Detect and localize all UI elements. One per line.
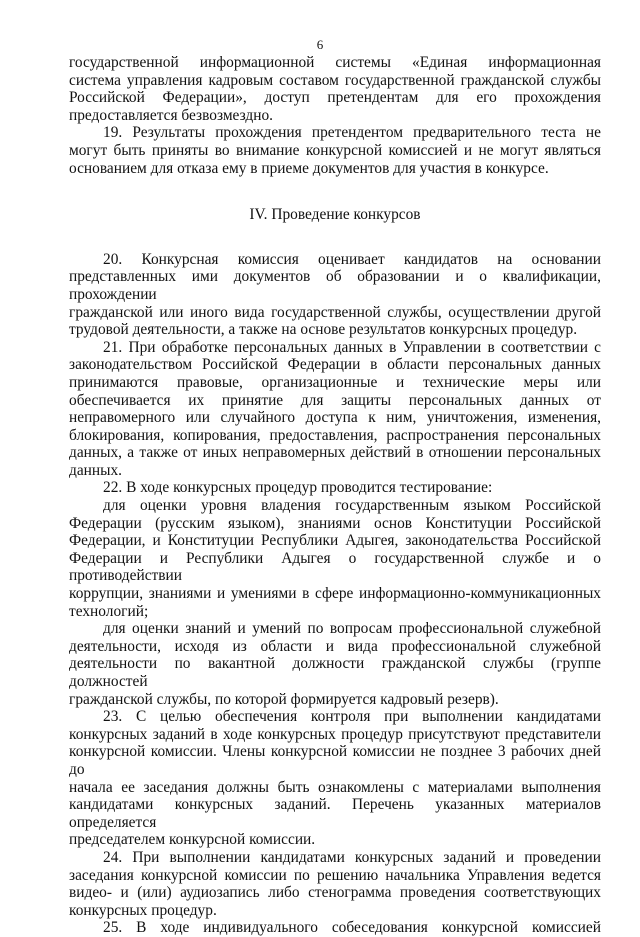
text-line: представленных ими документов об образовании и о квалификации, прохождении bbox=[69, 268, 601, 303]
text-line: блокирования, копирования, предоставления, распространения персональных bbox=[69, 426, 601, 444]
text-line: государственной информационной системы «Единая информационная bbox=[69, 54, 601, 71]
text-line: деятельности, исходя из области и вида профессиональной служебной bbox=[69, 637, 601, 655]
text-line: принимаются правовые, организационные и технические меры или bbox=[69, 373, 601, 391]
text-line: предоставляется безвозмездно. bbox=[69, 106, 273, 124]
text-line: 21. При обработке персональных данных в Управлении в соответствии с bbox=[103, 338, 601, 356]
text-line: конкурсных процедур. bbox=[69, 901, 217, 919]
text-line: 20. Конкурсная комиссия оценивает кандидатов на основании bbox=[103, 250, 601, 268]
text-line: 24. При выполнении кандидатами конкурсных заданий и проведении bbox=[103, 848, 601, 866]
text-line: Федерации (русским языком), знаниями основ Конституции Российской bbox=[69, 514, 601, 532]
text-line: Российской Федерации», доступ претендентам для его прохождения bbox=[69, 89, 601, 107]
text-line: кандидатами конкурсных заданий. Перечень указанных материалов определяется bbox=[69, 796, 601, 831]
text-line: заседания конкурсной комиссии по решению начальника Управления ведется bbox=[69, 866, 601, 884]
page-number: 6 bbox=[316, 37, 324, 52]
text-line: могут быть приняты во внимание конкурсной комиссией и не могут являться bbox=[69, 141, 601, 159]
text-line: 23. С целью обеспечения контроля при выполнении кандидатами bbox=[103, 708, 601, 726]
text-line: конкурсных заданий в ходе конкурсных процедур присутствуют представители bbox=[69, 725, 601, 743]
text-line: начала ее заседания должны быть ознакомлены с материалами выполнения bbox=[69, 778, 601, 796]
text-line: данных, а также от иных неправомерных действий в отношении персональных bbox=[69, 444, 601, 462]
text-line: председателем конкурсной комиссии. bbox=[69, 831, 316, 849]
text-line: Федерации и Республики Адыгея о государственной службе и о противодействии bbox=[69, 549, 601, 585]
text-line: система управления кадровым составом государственной гражданской службы bbox=[69, 71, 601, 89]
document-text bbox=[69, 54, 601, 937]
text-line: деятельности по вакантной должности гражданской службы (группе должностей bbox=[69, 655, 601, 690]
text-line: коррупции, знаниями и умениями в сфере информационно-коммуникационных bbox=[69, 585, 601, 603]
body-section bbox=[69, 251, 601, 937]
text-line: основанием для отказа ему в приеме документов для участия в конкурсе. bbox=[69, 159, 549, 177]
text-line: для оценки знаний и умений по вопросам профессиональной служебной bbox=[103, 620, 601, 638]
text-line: законодательством Российской Федерации в области персональных данных bbox=[69, 356, 601, 374]
text-line: 19. Результаты прохождения претендентом предварительного теста не bbox=[103, 124, 601, 142]
text-line: обеспечивается их принятие для защиты персональных данных от bbox=[69, 391, 601, 409]
text-line: 25. В ходе индивидуального собеседования конкурсной комиссией bbox=[103, 919, 601, 937]
text-line: неправомерного или случайного доступа к ним, уничтожения, изменения, bbox=[69, 409, 601, 427]
section-heading: IV. Проведение конкурсов bbox=[249, 206, 421, 224]
text-line: для оценки уровня владения государственным языком Российской bbox=[103, 497, 601, 515]
text-line: 22. В ходе конкурсных процедур проводится тестирование: bbox=[103, 479, 493, 497]
text-line: гражданской службы, по которой формируется кадровый резерв). bbox=[69, 690, 499, 708]
intro-section bbox=[69, 54, 601, 177]
text-line: видео- и (или) аудиозапись либо стенограмма проведения соответствующих bbox=[69, 884, 601, 902]
text-line: конкурсной комиссии. Члены конкурсной комиссии не позднее 3 рабочих дней до bbox=[69, 743, 601, 778]
text-line: технологий; bbox=[69, 602, 149, 620]
text-line: гражданской или иного вида государственной службы, осуществлении другой bbox=[69, 303, 601, 321]
text-line: трудовой деятельности, а также на основе результатов конкурсных процедур. bbox=[69, 321, 578, 339]
text-line: данных. bbox=[69, 461, 123, 479]
text-line: Федерации, и Конституции Республики Адыгея, законодательства Российской bbox=[69, 532, 601, 550]
